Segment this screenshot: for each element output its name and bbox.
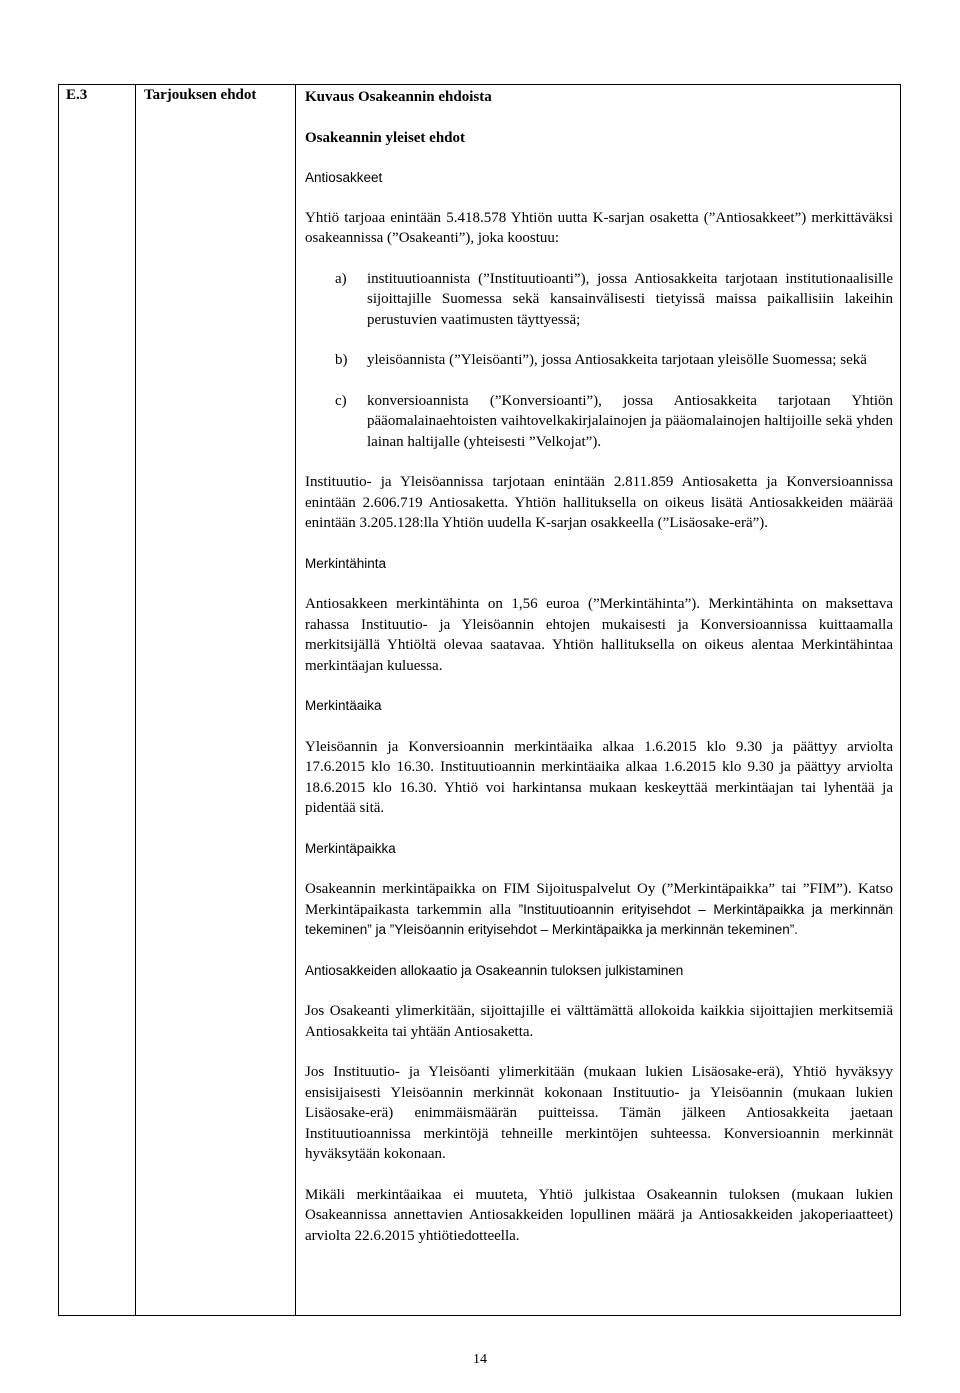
list-item-text: instituutioannista (”Instituutioanti”), jossa Antiosakkeita tarjotaan institutionaalisille sijoittajille Suomessa sekä kansainvälisesti tietyissä maissa paikallisiin lakeihin perustuvien vaatimusten täyttyessä;	[367, 270, 893, 328]
price-label: Merkintähinta	[305, 555, 387, 571]
allocation-paragraph-3: Mikäli merkintäaikaa ei muuteta, Yhtiö julkistaa Osakeannin tuloksen (mukaan lukien Osakeannissa annettavien Antiosakkeiden lopullinen määrä ja Antiosakkeiden jakoperiaatteet) arviolta 22.6.2015 yhtiötiedotteella.	[305, 1186, 893, 1244]
list-item-label: c)	[335, 392, 347, 409]
section-content	[305, 87, 893, 1246]
section-title: Tarjouksen ehdot	[144, 87, 257, 103]
list-item	[305, 350, 893, 371]
section-number: E.3	[66, 87, 88, 103]
allocation-label: Antiosakkeiden allokaatio ja Osakeannin tuloksen julkistaminen	[305, 962, 684, 978]
period-paragraph: Yleisöannin ja Konversioannin merkintäaika alkaa 1.6.2015 klo 9.30 ja päättyy arviolta 17.6.2015 klo 16.30. Instituutioannin merkintäaika alkaa 1.6.2015 klo 9.30 ja päättyy arviolta 18.6.2015 klo 16.30. Yhtiö voi harkintansa mukaan keskeyttää merkintäajan tai lyhentää ja pidentää sitä.	[305, 738, 893, 816]
place-paragraph	[305, 879, 893, 941]
place-text-a: Osakeannin merkintäpaikka on FIM Sijoituspalvelut Oy (”Merkintäpaikka” tai ”FIM”). Katso Merkintäpaikasta tarkemmin alla	[305, 881, 893, 918]
list-item	[305, 391, 893, 453]
list-item-label: a)	[335, 270, 347, 287]
column-divider	[135, 85, 136, 1315]
antiosakkeet-label: Antiosakkeet	[305, 170, 383, 185]
place-text-b: ”Instituutioannin erityisehdot – Merkintäpaikka ja merkinnän tekeminen” ja ”Yleisöannin erityisehdot – Merkintäpaikka ja merkinnän tekeminen”.	[305, 901, 894, 937]
allocation-paragraph-2: Jos Instituutio- ja Yleisöanti ylimerkitään (mukaan lukien Lisäosake-erä), Yhtiö hyväksyy ensisijaisesti Yleisöannin merkinnät kokonaan Instituutio- ja Yleisöannin (mukaan lukien Lisäosake-erä) enimmäismäärän puitteissa. Tämän jälkeen Antiosakkeita jaetaan Instituutioannissa merkintöjä tehneille merkintöjen suhteessa. Konversioannin merkinnät hyväksytään kokonaan.	[305, 1064, 893, 1162]
allocation-paragraph-1: Jos Osakeanti ylimerkitään, sijoittajille ei välttämättä allokoida kaikkia sijoittajien merkitsemiä Antiosakkeita tai yhtään Antiosaketta.	[305, 1003, 893, 1040]
list-item-label: b)	[335, 352, 348, 368]
period-label: Merkintäaika	[305, 698, 382, 713]
amounts-paragraph: Instituutio- ja Yleisöannissa tarjotaan enintään 2.811.859 Antiosaketta ja Konversioannissa enintään 2.606.719 Antiosaketta. Yhtiön hallituksella on oikeus lisätä Antiosakkeiden määrää enintään 3.205.128:lla Yhtiön uudella K-sarjan osakkeella (”Lisäosake-erä”).	[305, 474, 893, 531]
price-paragraph: Antiosakkeen merkintähinta on 1,56 euroa (”Merkintähinta”). Merkintähinta on maksettava rahassa Instituutio- ja Yleisöannin ehtojen mukaisesti ja Konversioannissa kuittaamalla merkitsijällä Yhtiöltä olevaa saatavaa. Yhtiön hallituksella on oikeus alentaa Merkintähintaa merkintäajan kuluessa.	[305, 596, 893, 674]
intro-paragraph: Yhtiö tarjoaa enintään 5.418.578 Yhtiön uutta K-sarjan osaketta (”Antiosakkeet”) merkittäväksi osakeannissa (”Osakeanti”), joka koostuu:	[305, 209, 893, 246]
content-heading: Kuvaus Osakeannin ehdoista	[305, 89, 492, 105]
page-number: 14	[473, 1352, 487, 1367]
list-item-text: konversioannista (”Konversioanti”), jossa Antiosakkeita tarjotaan Yhtiön pääomalainaehtoisten vaihtovelkakirjalainojen ja pääomalainojen haltijoille sekä yhden lainan haltijalle (yhteisesti ”Velkojat”).	[367, 392, 893, 450]
column-divider	[295, 85, 296, 1315]
list-item	[305, 269, 893, 331]
list-item-text: yleisöannista (”Yleisöanti”), jossa Antiosakkeita tarjotaan yleisölle Suomessa; sekä	[367, 352, 867, 368]
place-label: Merkintäpaikka	[305, 840, 396, 856]
content-subheading: Osakeannin yleiset ehdot	[305, 129, 466, 146]
